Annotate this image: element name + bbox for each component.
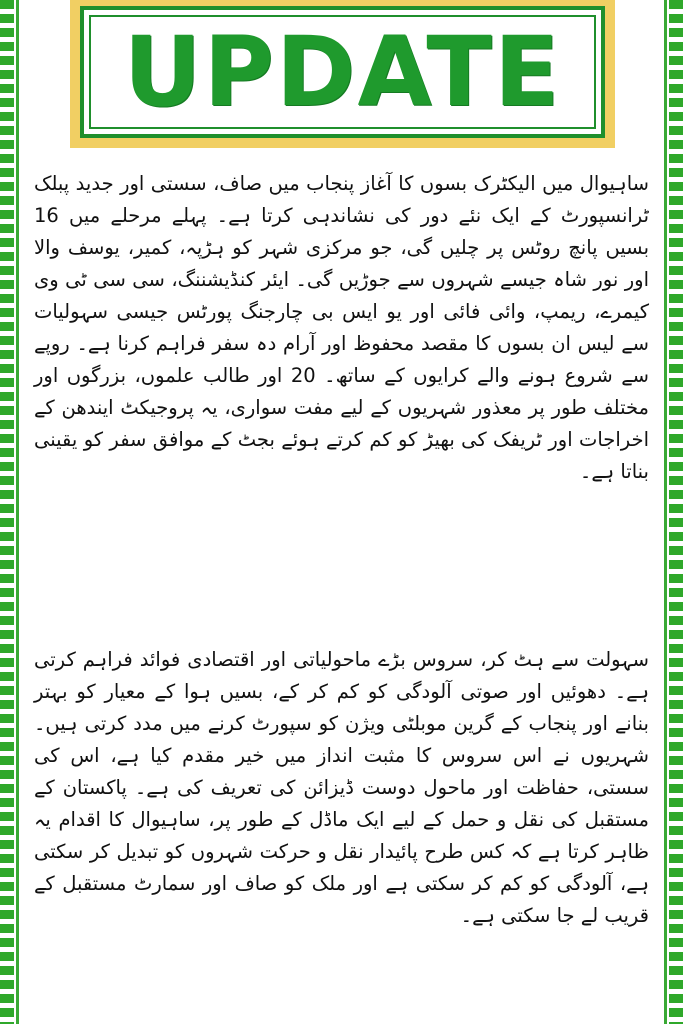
banner-title: UPDATE	[123, 16, 562, 128]
article-paragraph-2: سہولت سے ہٹ کر، سروس بڑے ماحولیاتی اور اقتصادی فوائد فراہم کرتی ہے۔ دھوئیں اور صوتی آلودگی کو کم کر کے، بسیں ہوا کے معیار کو بہتر بنانے اور پنجاب کے گرین موبلٹی ویژن کو سپورٹ کرنے میں مدد کرتی ہیں۔ شہریوں نے اس سروس کا مثبت انداز میں خیر مقدم کیا ہے، اس کی سستی، حفاظت اور ماحول دوست ڈیزائن کی تعریف کی ہے۔ پاکستان کے مستقبل کی نقل و حمل کے لیے ایک ماڈل کے طور پر، ساہیوال کا اقدام یہ ظاہر کرتا ہے کہ کس طرح پائیدار نقل و حرکت شہروں کو تبدیل کر سکتی ہے، آلودگی کو کم کر سکتی ہے اور ملک کو صاف اور سمارٹ مستقبل کے قریب لے جا سکتی ہے۔	[34, 648, 649, 927]
left-decorative-border	[0, 0, 14, 1024]
update-banner	[70, 0, 615, 148]
right-border-line	[664, 0, 667, 1024]
article-paragraph-1: ساہیوال میں الیکٹرک بسوں کا آغاز پنجاب میں صاف، سستی اور جدید پبلک ٹرانسپورٹ کے ایک نئے دور کی نشاندہی کرتا ہے۔ پہلے مرحلے میں 16 بسیں پانچ روٹس پر چلیں گی، جو مرکزی شہر کو ہڑپہ، کمیر، یوسف والا اور نور شاہ جیسے شہروں سے جوڑیں گی۔ ایئر کنڈیشننگ، سی سی ٹی وی کیمرے، ریمپ، وائی فائی اور یو ایس بی چارجنگ پورٹس جیسی سہولیات سے لیس ان بسوں کا مقصد محفوظ اور آرام دہ سفر فراہم کرنا ہے۔ روپے سے شروع ہونے والے کرایوں کے ساتھ۔ 20 اور طالب علموں، بزرگوں اور مختلف طور پر معذور شہریوں کے لیے مفت سواری، یہ پروجیکٹ ایندھن کے اخراجات اور ٹریفک کی بھیڑ کو کم کرتے ہوئے بجٹ کے موافق سفر کو یقینی بناتا ہے۔	[34, 172, 649, 483]
update-stamp	[80, 6, 605, 138]
right-decorative-border	[669, 0, 683, 1024]
left-border-line	[16, 0, 19, 1024]
article-body	[34, 168, 649, 932]
